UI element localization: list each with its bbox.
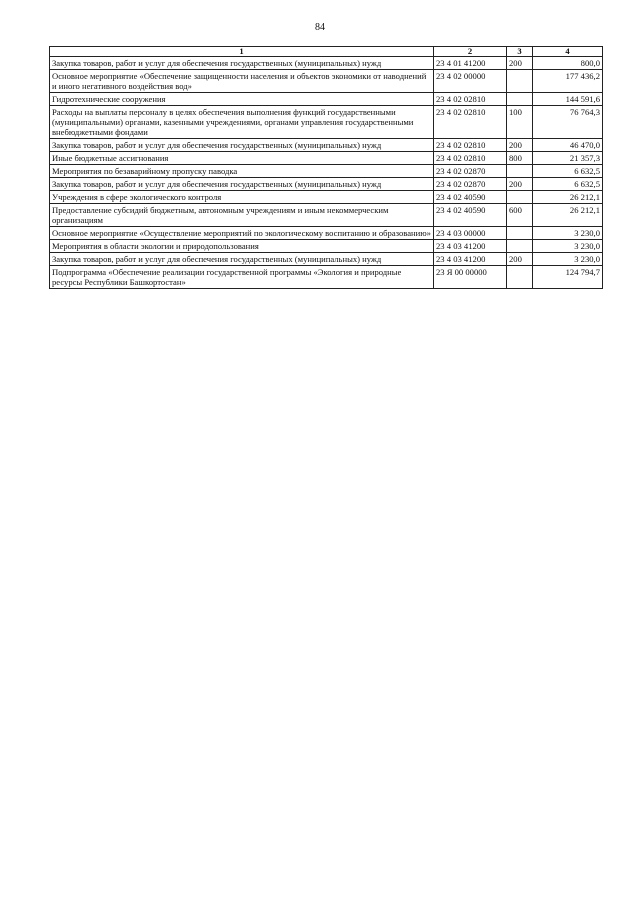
row-code: 23 4 02 02870: [434, 165, 507, 178]
row-name: Мероприятия по безаварийному пропуску паводка: [50, 165, 434, 178]
row-type: 200: [507, 139, 533, 152]
row-name: Закупка товаров, работ и услуг для обеспечения государственных (муниципальных) нужд: [50, 253, 434, 266]
row-code: 23 4 03 41200: [434, 253, 507, 266]
row-name: Закупка товаров, работ и услуг для обеспечения государственных (муниципальных) нужд: [50, 57, 434, 70]
table-row: [50, 240, 603, 253]
row-code: 23 4 02 40590: [434, 191, 507, 204]
row-sum: 177 436,2: [533, 70, 603, 93]
row-sum: 800,0: [533, 57, 603, 70]
row-name: Закупка товаров, работ и услуг для обеспечения государственных (муниципальных) нужд: [50, 139, 434, 152]
row-code: 23 4 02 00000: [434, 70, 507, 93]
row-name: Закупка товаров, работ и услуг для обеспечения государственных (муниципальных) нужд: [50, 178, 434, 191]
row-type: 100: [507, 106, 533, 139]
row-name: Подпрограмма «Обеспечение реализации государственной программы «Экология и природные ресурсы Республики Башкортостан»: [50, 266, 434, 289]
row-code: 23 Я 00 00000: [434, 266, 507, 289]
row-sum: 46 470,0: [533, 139, 603, 152]
table-row: [50, 191, 603, 204]
row-type: [507, 227, 533, 240]
row-type: [507, 266, 533, 289]
budget-table: [49, 46, 603, 289]
header-col-1: 1: [50, 47, 434, 57]
row-sum: 6 632,5: [533, 165, 603, 178]
table-row: [50, 204, 603, 227]
row-code: 23 4 02 02810: [434, 152, 507, 165]
row-code: 23 4 01 41200: [434, 57, 507, 70]
row-name: Иные бюджетные ассигнования: [50, 152, 434, 165]
row-type: [507, 165, 533, 178]
row-sum: 76 764,3: [533, 106, 603, 139]
row-sum: 144 591,6: [533, 93, 603, 106]
row-sum: 21 357,3: [533, 152, 603, 165]
row-code: 23 4 02 02810: [434, 106, 507, 139]
row-name: Основное мероприятие «Обеспечение защищенности населения и объектов экономики от наводнений и иного негативного воздействия вод»: [50, 70, 434, 93]
row-type: 200: [507, 178, 533, 191]
row-sum: 3 230,0: [533, 227, 603, 240]
row-type: 200: [507, 253, 533, 266]
row-name: Мероприятия в области экологии и природопользования: [50, 240, 434, 253]
table-row: [50, 106, 603, 139]
row-type: [507, 191, 533, 204]
table-row: [50, 165, 603, 178]
row-sum: 3 230,0: [533, 240, 603, 253]
row-type: [507, 240, 533, 253]
row-code: 23 4 02 40590: [434, 204, 507, 227]
row-name: Расходы на выплаты персоналу в целях обеспечения выполнения функций государственными (муниципальными) органами, казенными учреждениями, органами управления государственными внебюджетными фондами: [50, 106, 434, 139]
page-number: 84: [315, 22, 325, 33]
row-sum: 124 794,7: [533, 266, 603, 289]
row-name: Учреждения в сфере экологического контроля: [50, 191, 434, 204]
table-row: [50, 57, 603, 70]
row-sum: 3 230,0: [533, 253, 603, 266]
table-row: [50, 253, 603, 266]
row-name: Основное мероприятие «Осуществление мероприятий по экологическому воспитанию и образованию»: [50, 227, 434, 240]
row-code: 23 4 03 41200: [434, 240, 507, 253]
row-sum: 26 212,1: [533, 204, 603, 227]
row-name: Гидротехнические сооружения: [50, 93, 434, 106]
row-sum: 6 632,5: [533, 178, 603, 191]
header-row: [50, 47, 603, 57]
header-col-3: 3: [507, 47, 533, 57]
table-row: [50, 266, 603, 289]
row-type: [507, 70, 533, 93]
header-col-4: 4: [533, 47, 603, 57]
row-type: 200: [507, 57, 533, 70]
row-code: 23 4 02 02870: [434, 178, 507, 191]
row-type: 800: [507, 152, 533, 165]
row-name: Предоставление субсидий бюджетным, автономным учреждениям и иным некоммерческим организациям: [50, 204, 434, 227]
table-row: [50, 93, 603, 106]
row-sum: 26 212,1: [533, 191, 603, 204]
row-code: 23 4 03 00000: [434, 227, 507, 240]
row-code: 23 4 02 02810: [434, 139, 507, 152]
table-row: [50, 178, 603, 191]
table-row: [50, 70, 603, 93]
table-row: [50, 227, 603, 240]
table-row: [50, 139, 603, 152]
row-type: [507, 93, 533, 106]
row-type: 600: [507, 204, 533, 227]
table-row: [50, 152, 603, 165]
row-code: 23 4 02 02810: [434, 93, 507, 106]
header-col-2: 2: [434, 47, 507, 57]
